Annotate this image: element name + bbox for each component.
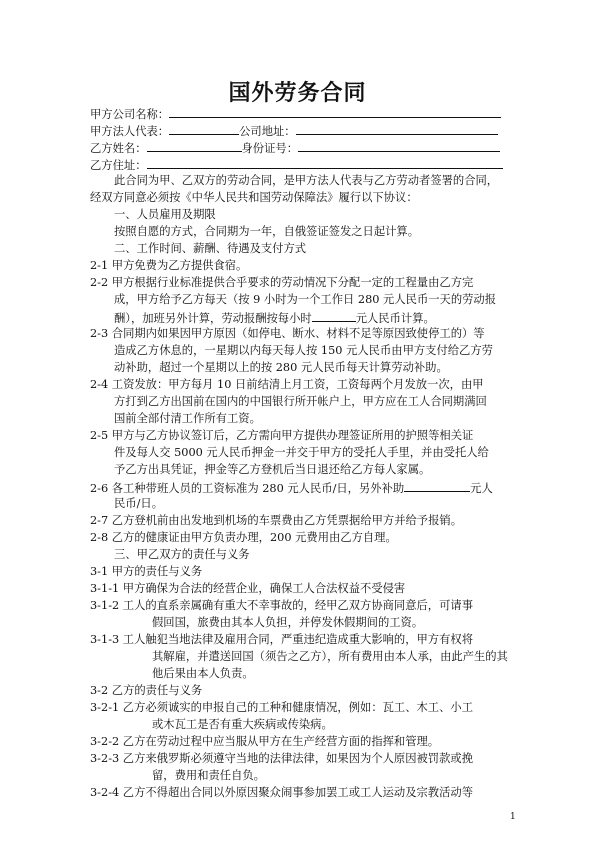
page-number: 1 — [510, 812, 516, 822]
clause-2-6-text: 2-6 各工种带班人员的工资标准为 280 元人民币/日，另外补助 — [90, 482, 405, 495]
clause-2-4-cont: 方打到乙方出国前在国内的中国银行所开帐户上，甲方应在工人合同期满回 — [114, 395, 487, 408]
b-addr-blank — [147, 155, 503, 169]
clause-3-2-2: 3-2-2 乙方在劳动过程中应当服从甲方在生产经营方面的指挥和管理。 — [90, 735, 440, 748]
clause-2-2-text: 元人民币计算。 — [355, 312, 435, 325]
b-name-label: 乙方姓名： — [90, 142, 147, 155]
clause-3-1-1: 3-1-1 甲方确保为合法的经营企业，确保工人合法权益不受侵害 — [90, 582, 406, 595]
intro-line: 此合同为甲、乙双方的劳动合同，是甲方法人代表与乙方劳动者签署的合同， — [114, 174, 499, 187]
company-name-blank — [169, 104, 501, 118]
legal-rep-blank — [169, 121, 239, 135]
clause-2-6-cont: 民币/日。 — [114, 497, 163, 510]
clause-2-3-cont: 动补助，超过一个星期以上的按 280 元人民币每天计算劳动补助。 — [114, 361, 448, 374]
intro-line: 经双方同意必须按《中华人民共和国劳动保障法》履行以下协议： — [90, 191, 418, 204]
clause-2-1: 2-1 甲方免费为乙方提供食宿。 — [90, 259, 248, 272]
clause-2-5: 2-5 甲方与乙方协议签订后，乙方需向甲方提供办理签证所用的护照等相关证 — [90, 429, 474, 442]
section-heading: 三、甲乙双方的责任与义务 — [114, 548, 250, 561]
clause-3-2-3-cont: 留，费用和责任自负。 — [152, 769, 265, 782]
clause-2-3-cont: 造成乙方休息的，一星期以内每天每人按 150 元人民币由甲方支付给乙方劳 — [114, 344, 493, 357]
clause-3-1-2: 3-1-2 工人的直系亲属确有重大不幸事故的，经甲乙双方协商同意后，可请事 — [90, 599, 473, 612]
clause-3-2-3: 3-2-3 乙方来俄罗斯必须遵守当地的法律法律，如果因为个人原因被罚款或挽 — [90, 752, 473, 765]
clause-2-2-text: 酬），加班另外计算，劳动报酬按每小时 — [114, 312, 312, 325]
b-name-blank — [147, 138, 242, 152]
section-heading: 二、工作时间、薪酬、待遇及支付方式 — [114, 242, 307, 255]
clause-2-8: 2-8 乙方的健康证由甲方负责办理，200 元费用由乙方自理。 — [90, 531, 397, 544]
clause-3-1-3: 3-1-3 工人触犯当地法律及雇用合同，严重违纪造成重大影响的，甲方有权将 — [90, 633, 473, 646]
clause-3-2-1-cont: 或木瓦工是否有重大疾病或传染病。 — [152, 718, 333, 731]
clause-3-2-4: 3-2-4 乙方不得超出合同以外原因聚众闹事参加罢工或工人运动及宗教活动等 — [90, 786, 473, 799]
clause-2-6-text: 元人 — [470, 482, 493, 495]
sub-heading-3-1: 3-1 甲方的责任与义务 — [90, 565, 203, 578]
clause-3-1-3-cont: 其解雇，并遣送回国（须告之乙方），所有费用由本人承，由此产生的其 — [152, 650, 508, 663]
id-blank — [298, 138, 500, 152]
clause-2-5-cont: 件及每人交 5000 元人民币押金一并交于甲方的受托人手里，并由受托人给 — [114, 446, 489, 459]
b-addr-label: 乙方住址： — [90, 159, 147, 172]
clause-3-1-3-cont: 他后果由本人负责。 — [152, 667, 254, 680]
clause-2-4-cont: 国前全部付清工作所有工资。 — [114, 412, 261, 425]
section-text: 按照自愿的方式，合同期为一年，自俄签证签发之日起计算。 — [114, 225, 420, 238]
page-title: 国外劳务合同 — [228, 80, 367, 106]
id-label: 身份证号： — [241, 142, 298, 155]
allowance-blank — [404, 478, 470, 492]
clause-3-2-1: 3-2-1 乙方必须诚实的申报自己的工种和健康情况，例如：瓦工、木工、小工 — [90, 701, 473, 714]
hourly-rate-blank — [312, 308, 356, 322]
company-name-label: 甲方公司名称： — [90, 108, 170, 121]
company-addr-label: 公司地址： — [239, 125, 296, 138]
section-heading: 一、人员雇用及期限 — [114, 208, 216, 221]
clause-2-2-cont: 成，甲方给予乙方每天（按 9 小时为一个工作日 280 元人民币一天的劳动报 — [114, 293, 497, 306]
sub-heading-3-2: 3-2 乙方的责任与义务 — [90, 684, 203, 697]
clause-2-2: 2-2 甲方根据行业标准提供合乎要求的劳动情况下分配一定的工程量由乙方完 — [90, 276, 474, 289]
clause-2-7: 2-7 乙方登机前由出发地到机场的车票费由乙方凭票据给甲方并给予报销。 — [90, 514, 462, 527]
clause-2-4: 2-4 工资发放：甲方每月 10 日前结清上月工资，工资每两个月发放一次，由甲 — [90, 378, 484, 391]
clause-2-5-cont: 予乙方出具凭证，押金等乙方登机后当日退还给乙方每人家属。 — [114, 463, 431, 476]
legal-rep-label: 甲方法人代表： — [90, 125, 170, 138]
clause-3-1-2-cont: 假回国，旅费由其本人负担，并停发休假期间的工资。 — [152, 616, 424, 629]
clause-2-3: 2-3 合同期内如果因甲方原因（如停电、断水、材料不足等原因致使停工的）等 — [90, 327, 485, 340]
company-addr-blank — [296, 121, 498, 135]
